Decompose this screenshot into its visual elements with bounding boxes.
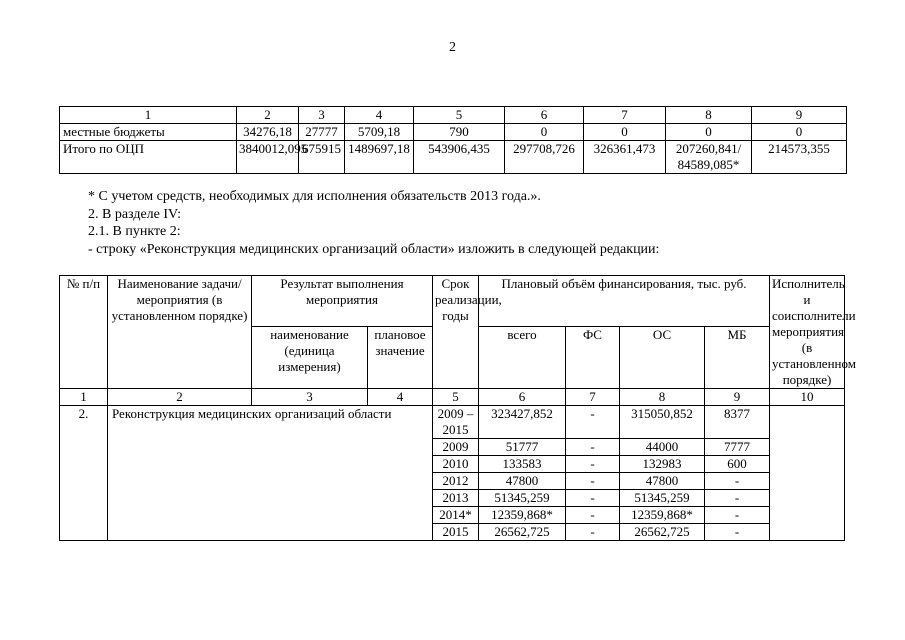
subsection-heading: 2.1. В пункте 2: [88, 224, 181, 239]
table-cell: 0 [584, 124, 666, 141]
header-executor: Исполнитель и соисполнители мероприятия (в установленном порядке) [770, 276, 845, 389]
column-number: 4 [368, 389, 433, 406]
table-row [60, 124, 847, 141]
budget-table [59, 106, 847, 174]
table-cell: 543906,435 [414, 141, 505, 174]
table-cell: 5709,18 [345, 124, 414, 141]
total-cell: 323427,852 [479, 406, 566, 439]
row-label: местные бюджеты [60, 124, 237, 141]
column-number: 2 [108, 389, 252, 406]
total-cell: 12359,868* [479, 507, 566, 524]
table-cell: 27777 [299, 124, 345, 141]
header-result-name: наименование (единица измерения) [252, 327, 368, 389]
table-row [60, 141, 847, 174]
instruction-text: - строку «Реконструкция медицинских организаций области» изложить в следующей редакции: [88, 241, 660, 257]
header-mb: МБ [705, 327, 770, 389]
fs-cell: - [566, 507, 620, 524]
fs-cell: - [566, 439, 620, 456]
column-number: 9 [752, 107, 847, 124]
column-number: 6 [479, 389, 566, 406]
table-cell: 1489697,18 [345, 141, 414, 174]
year-cell: 2010 [433, 456, 479, 473]
table-cell: 0 [752, 124, 847, 141]
column-number: 3 [299, 107, 345, 124]
footnote: * С учетом средств, необходимых для исполнения обязательств 2013 года.». [88, 189, 541, 204]
mb-cell: - [705, 524, 770, 541]
mb-cell: - [705, 490, 770, 507]
header-os: ОС [620, 327, 705, 389]
executor-cell [770, 406, 845, 541]
table-cell: 297708,726 [505, 141, 584, 174]
budget-header-row [60, 107, 847, 124]
measures-table [59, 275, 856, 541]
os-cell: 44000 [620, 439, 705, 456]
fs-cell: - [566, 456, 620, 473]
column-number: 10 [770, 389, 845, 406]
notes [88, 188, 659, 258]
os-cell: 26562,725 [620, 524, 705, 541]
fs-cell: - [566, 524, 620, 541]
header-total: всего [479, 327, 566, 389]
table-cell: 790 [414, 124, 505, 141]
header-result-planned: плановое значение [368, 327, 433, 389]
year-cell: 2012 [433, 473, 479, 490]
mb-cell: 8377 [705, 406, 770, 439]
header-row [60, 276, 845, 327]
year-cell: 2015 [433, 524, 479, 541]
column-number: 4 [345, 107, 414, 124]
column-number: 5 [433, 389, 479, 406]
column-number: 5 [414, 107, 505, 124]
column-number: 6 [505, 107, 584, 124]
table-cell: 326361,473 [584, 141, 666, 174]
row-label: Итого по ОЦП [60, 141, 237, 174]
table-cell: 34276,18 [237, 124, 299, 141]
year-cell: 2014* [433, 507, 479, 524]
column-number: 9 [705, 389, 770, 406]
column-number: 8 [666, 107, 752, 124]
total-cell: 133583 [479, 456, 566, 473]
mb-cell: 600 [705, 456, 770, 473]
header-result: Результат выполнения мероприятия [252, 276, 433, 327]
column-number: 2 [237, 107, 299, 124]
mb-cell: 7777 [705, 439, 770, 456]
os-cell: 132983 [620, 456, 705, 473]
header-task: Наименование задачи/мероприятия (в установленном порядке) [108, 276, 252, 389]
year-cell: 2013 [433, 490, 479, 507]
total-cell: 47800 [479, 473, 566, 490]
table-cell: 207260,841/ 84589,085* [666, 141, 752, 174]
table-row [60, 406, 845, 439]
column-number-row [60, 389, 845, 406]
os-cell: 12359,868* [620, 507, 705, 524]
total-cell: 51345,259 [479, 490, 566, 507]
table-cell: 0 [666, 124, 752, 141]
column-number: 7 [584, 107, 666, 124]
os-cell: 47800 [620, 473, 705, 490]
header-num: № п/п [60, 276, 108, 389]
fs-cell: - [566, 490, 620, 507]
table-cell: 3840012,095 [237, 141, 299, 174]
column-number: 8 [620, 389, 705, 406]
mb-cell: - [705, 473, 770, 490]
section-heading: 2. В разделе IV: [88, 206, 181, 222]
column-number: 1 [60, 107, 237, 124]
fs-cell: - [566, 473, 620, 490]
header-fs: ФС [566, 327, 620, 389]
os-cell: 315050,852 [620, 406, 705, 439]
table-cell: 0 [505, 124, 584, 141]
total-cell: 26562,725 [479, 524, 566, 541]
header-funding: Плановый объём финансирования, тыс. руб. [479, 276, 770, 327]
total-cell: 51777 [479, 439, 566, 456]
page-number: 2 [449, 40, 456, 55]
column-number: 3 [252, 389, 368, 406]
column-number: 7 [566, 389, 620, 406]
year-cell: 2009 [433, 439, 479, 456]
table-cell: 675915 [299, 141, 345, 174]
year-cell: 2009 – 2015 [433, 406, 479, 439]
item-name: Реконструкция медицинских организаций области [108, 406, 433, 541]
fs-cell: - [566, 406, 620, 439]
table-cell: 214573,355 [752, 141, 847, 174]
mb-cell: - [705, 507, 770, 524]
header-term: Срок реализации, годы [433, 276, 479, 389]
os-cell: 51345,259 [620, 490, 705, 507]
item-number: 2. [60, 406, 108, 541]
column-number: 1 [60, 389, 108, 406]
